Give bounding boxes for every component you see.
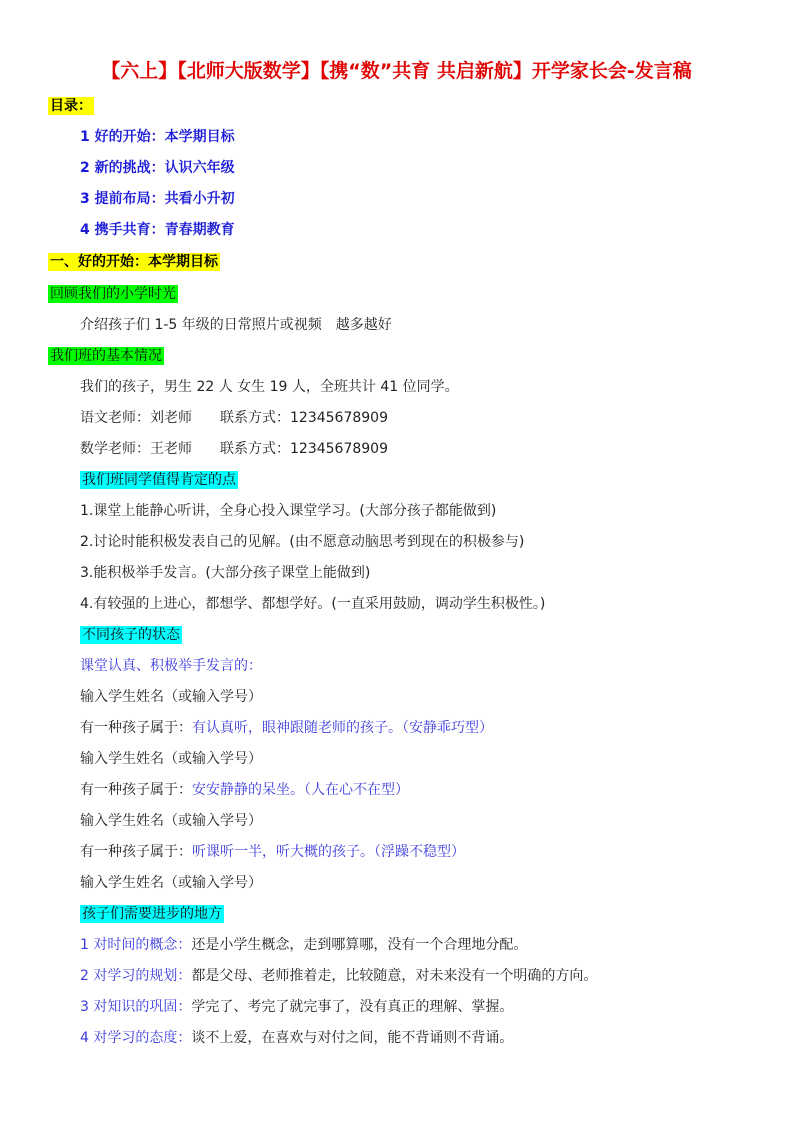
improve-head: 1 对时间的概念： (80, 937, 192, 953)
student-name-placeholder[interactable]: 输入学生姓名（或输入学号） (80, 875, 262, 891)
type-description: 安安静静的呆坐。（人在心不在型） (192, 782, 409, 798)
improve-item (80, 1028, 513, 1048)
subsection-label (80, 904, 224, 924)
improve-item (80, 997, 513, 1017)
subsection-label (80, 470, 238, 490)
toc-item[interactable]: 2 新的挑战：认识六年级 (80, 160, 235, 176)
improve-head: 3 对知识的巩固： (80, 999, 192, 1015)
class-info-line: 语文老师：刘老师 联系方式：12345678909 (80, 410, 388, 426)
class-info-line: 数学老师：王老师 联系方式：12345678909 (80, 441, 388, 457)
toc-item[interactable]: 1 好的开始：本学期目标 (80, 129, 235, 145)
student-name-placeholder[interactable]: 输入学生姓名（或输入学号） (80, 751, 262, 767)
class-info-line: 我们的孩子，男生 22 人 女生 19 人，全班共计 41 位同学。 (80, 379, 459, 395)
improve-head: 2 对学习的规划： (80, 968, 192, 984)
merits-label: 我们班同学值得肯定的点 (82, 472, 236, 488)
review-text: 介绍孩子们 1-5 年级的日常照片或视频 越多越好 (80, 317, 392, 333)
student-type-line (80, 780, 409, 800)
class-info-label: 我们班的基本情况 (50, 348, 162, 364)
student-type-line (80, 842, 465, 862)
merit-item: 2.讨论时能积极发表自己的见解。(由不愿意动脑思考到现在的积极参与) (80, 534, 525, 550)
review-label: 回顾我们的小学时光 (50, 286, 176, 302)
document-title: 【六上】【北师大版数学】【携“数”共育 共启新航】开学家长会-发言稿 (101, 60, 692, 82)
toc-heading-text: 目录： (50, 98, 92, 114)
type-prefix: 有一种孩子属于： (80, 844, 192, 860)
improve-text: 学完了、考完了就完事了，没有真正的理解、掌握。 (191, 999, 514, 1015)
subsection-label (80, 625, 182, 645)
improve-head: 4 对学习的态度： (80, 1030, 192, 1046)
section-heading-text: 一、好的开始：本学期目标 (50, 254, 218, 270)
type-prefix: 有一种孩子属于： (80, 720, 192, 736)
student-name-placeholder[interactable]: 输入学生姓名（或输入学号） (80, 813, 262, 829)
states-intro: 课堂认真、积极举手发言的： (80, 658, 262, 674)
toc-heading (48, 96, 94, 116)
toc-item[interactable]: 4 携手共育：青春期教育 (80, 222, 235, 238)
type-description: 有认真听，眼神跟随老师的孩子。（安静乖巧型） (192, 720, 493, 736)
states-label: 不同孩子的状态 (82, 627, 180, 643)
type-description: 听课听一半，听大概的孩子。（浮躁不稳型） (192, 844, 465, 860)
improve-item (80, 966, 597, 986)
subsection-label (48, 284, 178, 304)
improve-item (80, 935, 527, 955)
section-heading (48, 252, 220, 272)
type-prefix: 有一种孩子属于： (80, 782, 192, 798)
merit-item: 4.有较强的上进心，都想学、都想学好。(一直采用鼓励，调动学生积极性。) (80, 596, 546, 612)
improve-text: 还是小学生概念，走到哪算哪，没有一个合理地分配。 (191, 937, 528, 953)
merit-item: 3.能积极举手发言。(大部分孩子课堂上能做到) (80, 565, 371, 581)
improve-text: 谈不上爱，在喜欢与对付之间，能不背诵则不背诵。 (191, 1030, 514, 1046)
subsection-label (48, 346, 164, 366)
student-name-placeholder[interactable]: 输入学生姓名（或输入学号） (80, 689, 262, 705)
merit-item: 1.课堂上能静心听讲，全身心投入课堂学习。(大部分孩子都能做到) (80, 503, 497, 519)
improve-text: 都是父母、老师推着走，比较随意，对未来没有一个明确的方向。 (191, 968, 598, 984)
improve-label: 孩子们需要进步的地方 (82, 906, 222, 922)
student-type-line (80, 718, 493, 738)
toc-item[interactable]: 3 提前布局：共看小升初 (80, 191, 235, 207)
